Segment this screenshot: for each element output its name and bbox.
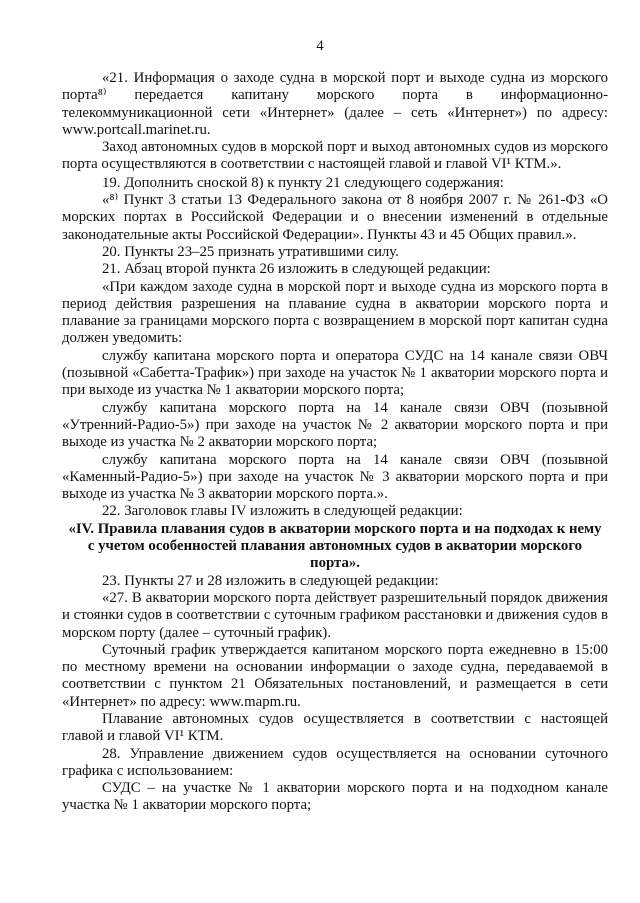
paragraph-autonomous-entry: Заход автономных судов в морской порт и выход автономных судов из морского порта осуществляются в соответствии с настоящей главой и главой VI¹ КТМ.». [62, 139, 608, 173]
paragraph-amendment-20: 20. Пункты 23–25 признать утратившими силу. [102, 243, 399, 260]
page-number: 4 [316, 38, 324, 54]
chapter-heading: «IV. Правила плавания судов в акватории морского порта и на подходах к нему с учетом особенностей плавания автономных судов в акватории морского порта». [68, 520, 602, 572]
paragraph-autonomous-navigation: Плавание автономных судов осуществляется в соответствии с настоящей главой и главой VI¹ КТМ. [62, 710, 608, 745]
paragraph-amendment-19: 19. Дополнить сноской 8) к пункту 21 следующего содержания: [102, 174, 504, 191]
paragraph-amendment-21: 21. Абзац второй пункта 26 изложить в следующей редакции: [102, 261, 491, 278]
paragraph-notify-section-1: службу капитана морского порта и оператора СУДС на 14 канале связи ОВЧ (позывной «Сабетта-Трафик») при заходе на участок № 1 акватории морского порта и при выходе из участка № 1 акватории морского порта; [62, 347, 608, 399]
paragraph-notify-section-3: службу капитана морского порта на 14 канале связи ОВЧ (позывной «Каменный-Радио-5») при заходе на участок № 3 акватории морского порта и при выходе из участка № 3 акватории морского порта.». [62, 451, 608, 503]
paragraph-item-27: «27. В акватории морского порта действует разрешительный порядок движения и стоянки судов в соответствии с суточным графиком расстановки и движения судов в морском порту (далее – суточный график). [62, 589, 608, 641]
paragraph-daily-schedule: Суточный график утверждается капитаном морского порта ежедневно в 15:00 по местному времени на основании информации о заходе судна, передаваемой в соответствии с пунктом 21 Обязательных постановлений, и размещается в сети «Интернет» по адресу: www.mapm.ru. [62, 641, 608, 710]
paragraph-amendment-23: 23. Пункты 27 и 28 изложить в следующей редакции: [102, 572, 439, 589]
paragraph-vts-section-1: СУДС – на участке № 1 акватории морского порта и на подходном канале участка № 1 акватории морского порта; [62, 780, 608, 814]
paragraph-item-28: 28. Управление движением судов осуществляется на основании суточного графика с использованием: [62, 745, 608, 779]
paragraph-footnote-8: «⁸⁾ Пункт 3 статьи 13 Федерального закона от 8 ноября 2007 г. № 261-ФЗ «О морских портах в Российской Федерации и о внесении изменений в отдельные законодательные акты Российской Федерации». Пункты 43 и 45 Общих правил.». [62, 192, 608, 243]
paragraph-amendment-22: 22. Заголовок главы IV изложить в следующей редакции: [102, 503, 463, 520]
paragraph-item-21: «21. Информация о заходе судна в морской порт и выходе судна из морского порта⁸⁾ передается капитану морского порта в информационно-телекоммуникационной сети «Интернет» (далее – сеть «Интернет») по адресу: www.portcall.marinet.ru. [62, 70, 608, 138]
paragraph-notify-intro: «При каждом заходе судна в морской порт и выходе судна из морского порта в период действия разрешения на плавание судна в акватории морского порта и плавание за границами морского порта с возвращением в морской порт капитан судна должен уведомить: [62, 278, 608, 347]
paragraph-notify-section-2: службу капитана морского порта на 14 канале связи ОВЧ (позывной «Утренний-Радио-5») при заходе на участок № 2 акватории морского порта и при выходе из участка № 2 акватории морского порта; [62, 399, 608, 451]
